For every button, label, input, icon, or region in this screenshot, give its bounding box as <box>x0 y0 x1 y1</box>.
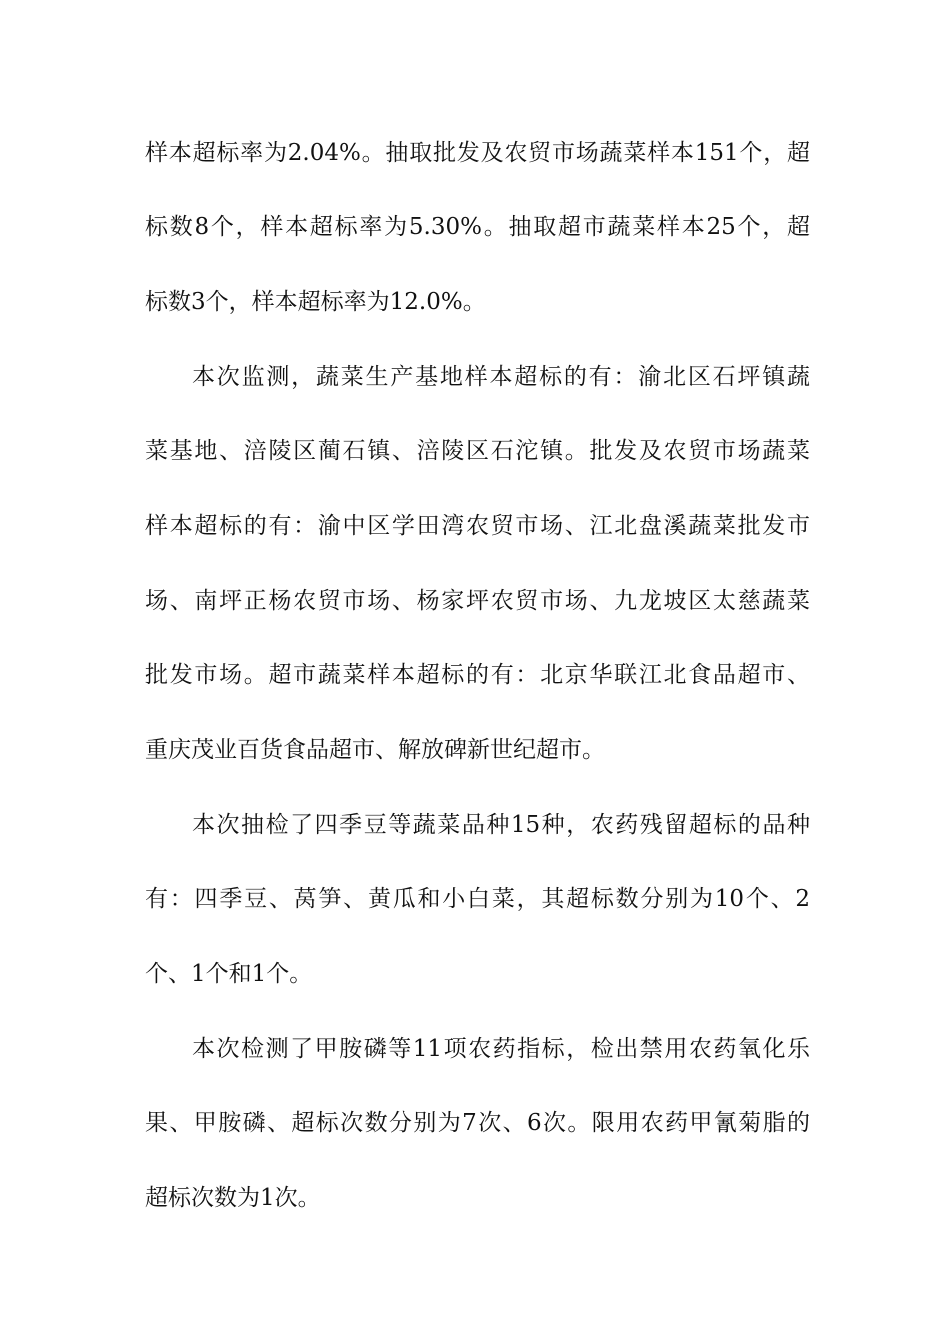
paragraph-3-line-3: 个、1个和1个。 <box>145 961 313 987</box>
paragraph-4-line-2: 果、甲胺磷、超标次数分别为7次、6次。限用农药甲氰菊脂的 <box>145 1110 810 1136</box>
paragraph-4-line-3: 超标次数为1次。 <box>145 1185 321 1211</box>
paragraph-3-line-1: 本次抽检了四季豆等蔬菜品种15种，农药残留超标的品种 <box>192 812 810 838</box>
paragraph-2-line-6: 重庆茂业百货食品超市、解放碑新世纪超市。 <box>145 737 605 763</box>
paragraph-2-line-3: 样本超标的有：渝中区学田湾农贸市场、江北盘溪蔬菜批发市 <box>145 513 810 539</box>
paragraph-2-line-4: 场、南坪正杨农贸市场、杨家坪农贸市场、九龙坡区太慈蔬菜 <box>145 588 810 614</box>
paragraph-1-line-3: 标数3个，样本超标率为12.0%。 <box>145 289 486 315</box>
paragraph-2-line-2: 菜基地、涪陵区蔺石镇、涪陵区石沱镇。批发及农贸市场蔬菜 <box>145 438 810 464</box>
paragraph-2-line-1: 本次监测，蔬菜生产基地样本超标的有：渝北区石坪镇蔬 <box>192 364 810 390</box>
paragraph-1-line-2: 标数8个，样本超标率为5.30%。抽取超市蔬菜样本25个，超 <box>145 214 810 240</box>
paragraph-2-line-5: 批发市场。超市蔬菜样本超标的有：北京华联江北食品超市、 <box>145 662 810 688</box>
paragraph-4-line-1: 本次检测了甲胺磷等11项农药指标，检出禁用农药氧化乐 <box>192 1036 810 1062</box>
paragraph-1-line-1: 样本超标率为2.04%。抽取批发及农贸市场蔬菜样本151个，超 <box>145 140 810 166</box>
paragraph-3-line-2: 有：四季豆、莴笋、黄瓜和小白菜，其超标数分别为10个、2 <box>145 886 810 912</box>
